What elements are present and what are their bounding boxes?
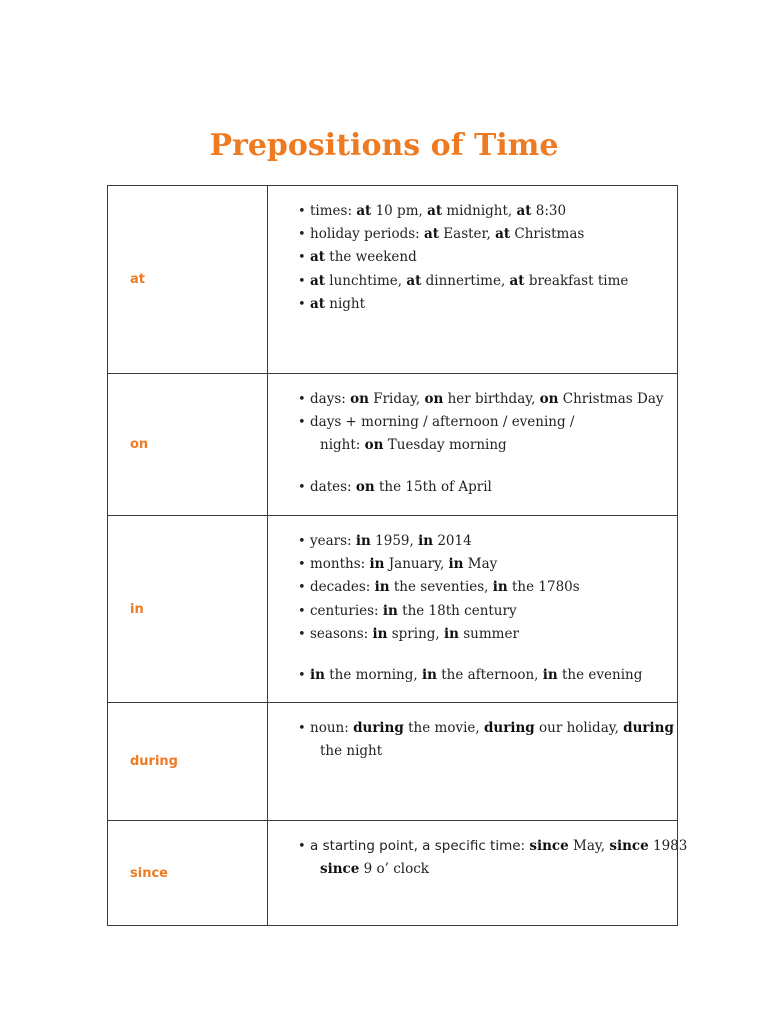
usage-text: Easter, (439, 226, 496, 243)
usage-cell (268, 821, 688, 926)
usage-item-continuation (310, 434, 671, 457)
table-row (108, 374, 678, 516)
preposition-keyword: at (427, 203, 443, 219)
preposition-keyword: during (353, 720, 404, 736)
usage-text: the afternoon, (436, 667, 543, 684)
preposition-keyword: in (444, 625, 459, 642)
preposition-cell: on (108, 374, 268, 516)
usage-text: centuries: (310, 602, 383, 619)
usage-text: night (324, 295, 366, 312)
usage-text: midnight, (442, 203, 517, 219)
usage-item (298, 246, 671, 269)
usage-text: months: (310, 556, 370, 573)
usage-item (298, 388, 671, 411)
preposition-keyword: at (356, 203, 372, 219)
usage-text: 1959, (370, 533, 419, 549)
usage-text: 1983 (648, 838, 688, 854)
usage-text: night: (320, 437, 365, 454)
usage-text: her birthday, (443, 391, 540, 407)
usage-item (298, 717, 674, 763)
preposition-keyword: since (609, 838, 649, 854)
usage-list (298, 835, 688, 881)
preposition-keyword: in (355, 533, 371, 549)
usage-text: 2014 (433, 533, 472, 549)
usage-text: 8:30 (531, 203, 567, 219)
usage-text: 10 pm, (371, 203, 428, 219)
preposition-keyword: at (310, 295, 325, 312)
usage-list (298, 717, 674, 763)
preposition-keyword: in (448, 556, 464, 573)
usage-item-continuation (310, 858, 671, 881)
preposition-keyword: in (421, 667, 437, 684)
usage-text: seasons: (310, 625, 373, 642)
table-row (108, 516, 678, 703)
preposition-keyword: at (509, 272, 525, 289)
usage-text: the evening (557, 667, 643, 684)
usage-text: dinnertime, (421, 272, 510, 289)
usage-text: Christmas Day (558, 391, 664, 407)
preposition-keyword: at (406, 272, 422, 289)
preposition-keyword: in (372, 625, 388, 642)
usage-cell (268, 374, 678, 516)
usage-text: decades: (310, 579, 375, 596)
usage-text: lunchtime, (324, 272, 407, 289)
preposition-keyword: in (418, 533, 434, 549)
usage-item (298, 576, 671, 599)
usage-item (298, 223, 671, 246)
table-row (108, 186, 678, 374)
preposition-cell: in (108, 516, 268, 703)
usage-text: January, (384, 556, 449, 573)
preposition-cell: at (108, 186, 268, 374)
usage-text: breakfast time (524, 272, 629, 289)
usage-text: holiday periods: (310, 226, 425, 243)
usage-text: noun: (310, 720, 354, 736)
preposition-keyword: in (374, 579, 390, 596)
preposition-keyword: since (320, 861, 360, 878)
usage-text: the movie, (403, 720, 484, 736)
preposition-keyword: on (364, 437, 384, 454)
preposition-keyword: on (539, 391, 559, 407)
preposition-keyword: at (516, 203, 532, 219)
preposition-keyword: at (495, 226, 511, 243)
usage-item (298, 411, 671, 457)
usage-item (298, 600, 671, 623)
usage-text: 9 o’ clock (359, 861, 429, 878)
usage-text: May (463, 556, 498, 573)
preposition-cell: since (108, 821, 268, 926)
usage-text: times: (310, 203, 357, 219)
usage-item (298, 270, 671, 293)
usage-text: the seventies, (389, 579, 493, 596)
preposition-keyword: in (542, 667, 558, 684)
usage-text: the weekend (324, 249, 417, 266)
preposition-keyword: at (424, 226, 439, 243)
usage-list (298, 388, 671, 499)
usage-text: the night (320, 743, 383, 760)
usage-text: Friday, (368, 391, 425, 407)
usage-cell (268, 703, 678, 821)
usage-text: dates: (310, 478, 356, 495)
table-row (108, 821, 678, 926)
usage-text: days: (310, 391, 351, 407)
preposition-keyword: during (483, 720, 535, 736)
table-row (108, 703, 678, 821)
usage-text: spring, (387, 625, 444, 642)
usage-text: our holiday, (534, 720, 624, 736)
preposition-cell: during (108, 703, 268, 821)
usage-list (298, 530, 671, 687)
preposition-keyword: in (310, 667, 325, 684)
usage-item (298, 530, 671, 553)
usage-list (298, 200, 671, 316)
page-title: Prepositions of Time (209, 128, 559, 163)
usage-item (298, 293, 671, 316)
preposition-keyword: in (369, 556, 385, 573)
usage-cell (268, 516, 678, 703)
preposition-keyword: in (492, 579, 508, 596)
usage-item (298, 200, 671, 223)
usage-text: the 15th of April (374, 478, 492, 495)
usage-text: a starting point, a specific time: (310, 838, 530, 854)
usage-text: Christmas (510, 226, 585, 243)
usage-text: May, (568, 838, 610, 854)
usage-item (298, 553, 671, 576)
usage-item (298, 476, 671, 499)
preposition-keyword: on (355, 478, 375, 495)
usage-item (298, 664, 671, 687)
usage-text: the morning, (324, 667, 422, 684)
usage-text: Tuesday morning (383, 437, 507, 454)
prepositions-table (107, 185, 688, 926)
preposition-keyword: at (310, 249, 325, 266)
usage-cell (268, 186, 678, 374)
preposition-keyword: in (382, 602, 398, 619)
usage-item-continuation (310, 740, 671, 763)
preposition-keyword: on (424, 391, 444, 407)
preposition-keyword: at (310, 272, 325, 289)
usage-text: days + morning / afternoon / evening / (310, 414, 575, 431)
usage-text: years: (310, 533, 356, 549)
usage-text: the 1780s (507, 579, 580, 596)
preposition-keyword: during (623, 720, 674, 736)
usage-item (298, 623, 671, 646)
preposition-keyword: on (350, 391, 369, 407)
usage-text: the 18th century (397, 602, 517, 619)
usage-text: summer (458, 625, 519, 642)
usage-item (298, 835, 688, 881)
preposition-keyword: since (529, 838, 569, 854)
